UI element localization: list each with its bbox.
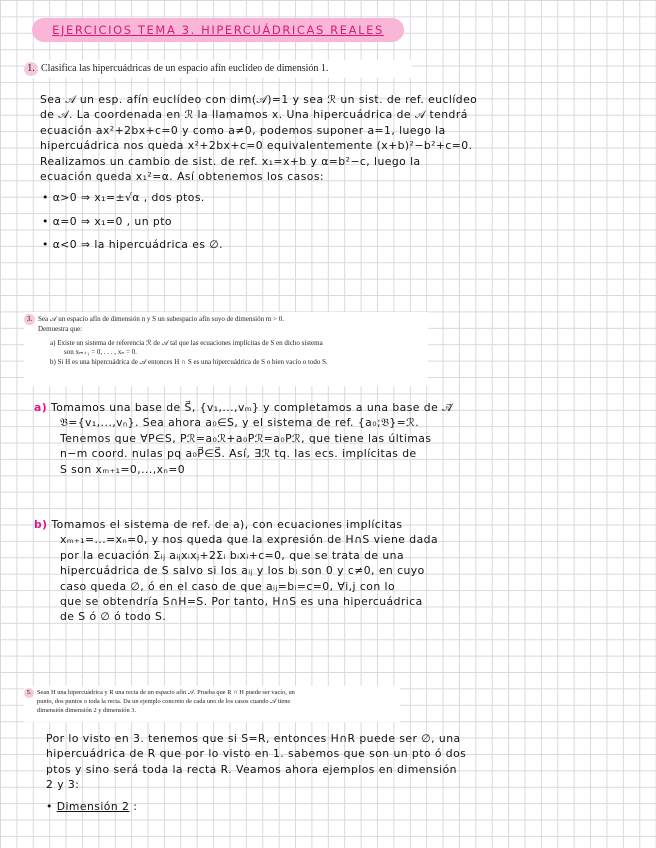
exercise-3-text: Demuestra que: [38, 325, 83, 333]
answer-3b-line: hipercuádrica de S salvo si los aᵢⱼ y los bᵢ son 0 y c≠0, en cuyo [60, 564, 425, 578]
exercise-1-number: 1. [24, 62, 38, 76]
exercise-3-part-a: son xₘ₊₁ = 0, . . . , xₙ = 0. [64, 348, 137, 357]
answer-3b-line: que se obtendría S∩H=S. Por tanto, H∩S es una hipercuádrica [60, 595, 423, 609]
bullet-icon: • [46, 799, 57, 813]
exercise-3-part-a: a) Existe un sistema de referencia ℛ de 𝒜 tal que las ecuaciones implícitas de S en dicho sistema [50, 338, 323, 347]
answer-5-bullet: • Dimensión 2 : [46, 799, 138, 813]
answer-5-line: ptos y sino será toda la recta R. Veamos ahora ejemplos en dimensión [46, 762, 457, 776]
answer-3a-line: 𝔅={v₁,...,vₙ}. Sea ahora a₀∈S, y el sistema de ref. {a₀;𝔅}=ℛ. [60, 416, 420, 430]
answer-5-line: Por lo visto en 3. tenemos que si S=R, entonces H∩R puede ser ∅, una [46, 732, 461, 745]
exercise-3-text: Sea 𝒜 un espacio afín de dimensión n y S un subespacio afín suyo de dimensión m > 0. [38, 315, 285, 323]
answer-5-line: 2 y 3: [46, 778, 80, 792]
exercise-5-text: Sean H una hipercuádrica y R una recta de un espacio afín 𝒜. Prueba que R ∩ H puede ser vacío, un [37, 689, 295, 696]
answer-1-case-2: • α=0 ⇒ x₁=0 , un pto [42, 214, 172, 228]
answer-3a-line: S son xₘ₊₁=0,...,xₙ=0 [60, 462, 186, 476]
exercise-5-text: dimensión dimensión 2 y dimensión 3. [37, 706, 137, 714]
answer-3b-line: Tomamos el sistema de ref. de a), con ecuaciones implícitas [51, 518, 403, 531]
answer-1-case-1: • α>0 ⇒ x₁=±√α , dos ptos. [42, 191, 205, 205]
answer-3a-line: n−m coord. nulas pq a₀P⃗∈S⃗. Así, ∃ℛ tq. las ecs. implícitas de [60, 447, 417, 461]
answer-3a-line: Tenemos que ∀P∈S, Pℛ=a₀ℛ+a₀Pℛ=a₀Pℛ, que tiene las últimas [60, 431, 432, 445]
answer-5-line: hipercuádrica de R que por lo visto en 1. sabemos que son un pto ó dos [46, 747, 467, 761]
answer-3a [34, 400, 644, 477]
answer-3b-line: xₘ₊₁=...=xₙ=0, y nos queda que la expresión de H∩S viene dada [60, 533, 439, 547]
answer-1-line: ecuación ax²+2bx+c=0 y como a≠0, podemos suponer a=1, luego la [40, 123, 446, 137]
answer-5 [46, 731, 646, 814]
answer-1-line: Sea 𝒜 un esp. afín euclídeo con dim(𝒜)=1 y sea ℛ un sist. de ref. euclídeo [40, 93, 478, 106]
exercise-1-statement [24, 60, 412, 78]
answer-3b-line: de S ó ∅ ó todo S. [60, 610, 167, 624]
exercise-5-number: 5. [24, 688, 34, 698]
answer-1-line: de 𝒜. La coordenada en ℛ la llamamos x. Una hipercuádrica de 𝒜 tendrá [40, 108, 468, 122]
answer-3b-line: por la ecuación Σᵢⱼ aᵢⱼxᵢxⱼ+2Σᵢ bᵢxᵢ+c=0, que se trata de una [60, 548, 405, 562]
bullet-icon: • [42, 214, 53, 228]
exercise-3-statement [24, 312, 428, 386]
exercise-5-text: punto, dos puntos o toda la recta. Da un ejemplo concreto de cada uno de los casos cuando 𝒜 tiene [37, 698, 291, 705]
answer-3b [34, 517, 644, 625]
answer-1-line: Realizamos un cambio de sist. de ref. x₁=x+b y α=b²−c, luego la [40, 154, 421, 168]
bullet-icon: • [42, 238, 53, 252]
bullet-icon: • [42, 191, 53, 205]
exercise-3-number: 3. [24, 314, 35, 325]
answer-1-line: ecuación queda x₁²=α. Así obtenemos los casos: [40, 170, 325, 184]
answer-1-line: hipercuádrica nos queda x²+2bx+c=0 equivalentemente (x+b)²−b²+c=0. [40, 139, 473, 153]
answer-1-case-3: • α<0 ⇒ la hipercuádrica es ∅. [42, 238, 224, 252]
part-label-a: a) [34, 401, 48, 414]
exercise-5-statement [24, 686, 400, 722]
answer-1 [40, 92, 640, 253]
dimension-2-label: Dimensión 2 [56, 799, 130, 813]
page-title: EJERCICIOS TEMA 3. HIPERCUÁDRICAS REALES [32, 18, 404, 42]
part-label-b: b) [34, 518, 48, 531]
answer-3a-line: Tomamos una base de S⃗, {v₁,...,vₘ} y completamos a una base de 𝒜⃗ [51, 401, 453, 414]
exercise-1-text: Clasifica las hipercuádricas de un espacio afín euclídeo de dimensión 1. [41, 63, 329, 74]
exercise-3-part-b: b) Si H es una hipercuádrica de 𝒜 entonces H ∩ S es una hipercuádrica de S o bien vacío o todo S. [50, 357, 328, 366]
answer-3b-line: caso queda ∅, ó en el caso de que aᵢⱼ=bᵢ=c=0, ∀i,j con lo [60, 579, 396, 593]
